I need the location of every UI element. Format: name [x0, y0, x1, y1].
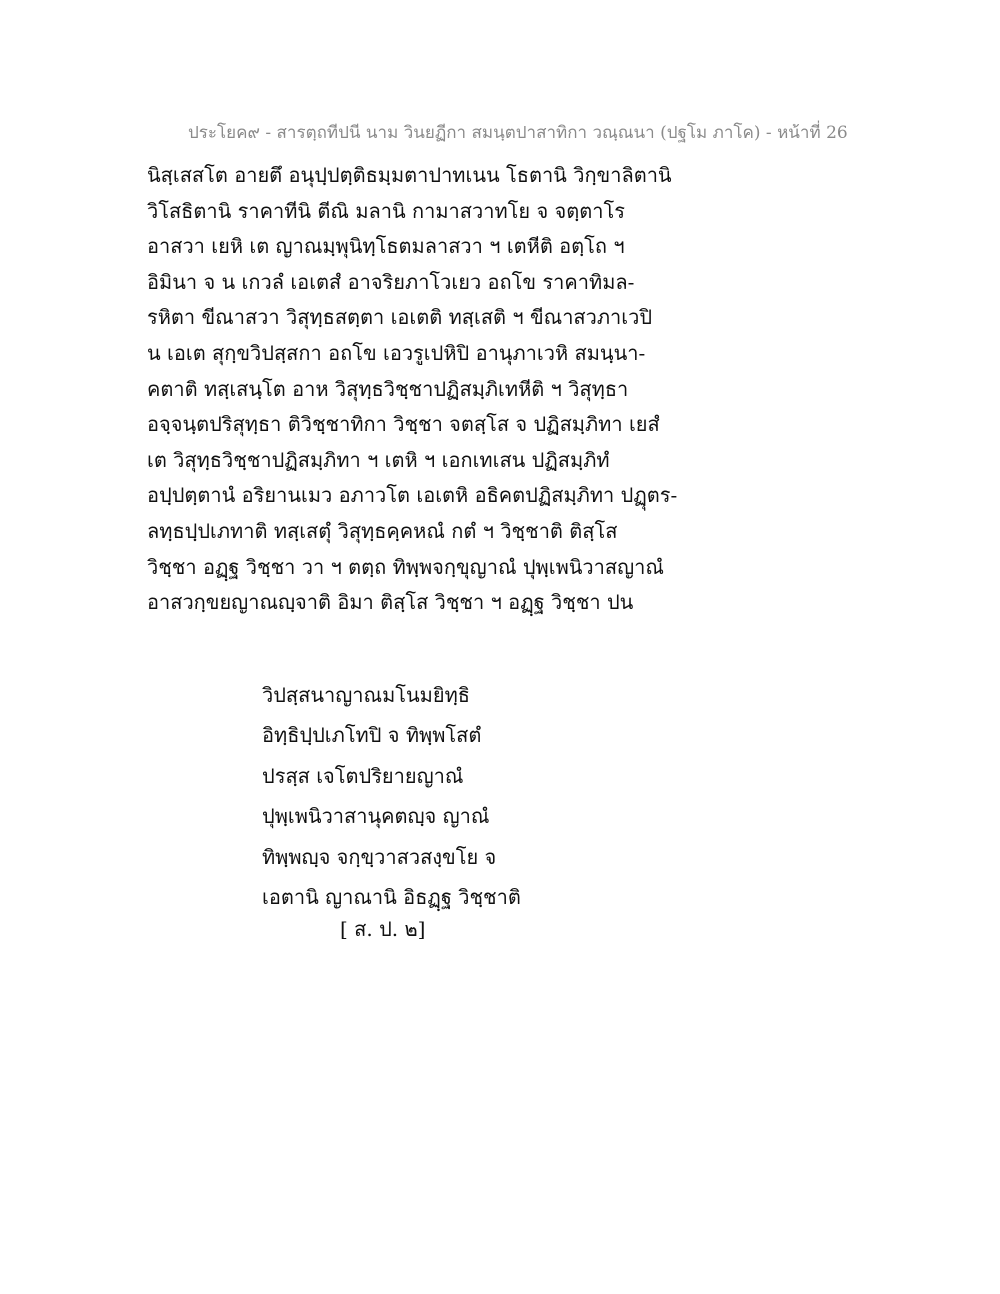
verse-line: ทิพฺพญฺจ จกฺขฺวาสวสงฺขโย จ — [262, 844, 497, 869]
body-line: วิชฺชา อฏฺฐ วิชฺชา วา ฯ ตตฺถ ทิพฺพจกฺขุญาณํ ปุพฺเพนิวาสญาณํ — [147, 554, 664, 579]
verse-line: อิทฺธิปฺปเภโทปิ จ ทิพฺพโสตํ — [262, 723, 482, 748]
body-line: อจฺจนฺตปริสุทฺธา ติวิชฺชาทิกา วิชฺชา จตสฺโส จ ปฏิสมฺภิทา เยสํ — [147, 412, 660, 437]
body-line: เต วิสุทฺธวิชฺชาปฏิสมฺภิทา ฯ เตหิ ฯ เอกเทเสน ปฏิสมฺภิทํ — [147, 447, 610, 472]
verse-citation: [ ส. ป. ๒] — [340, 917, 426, 941]
body-line: อาสวา เยหิ เต ญาณมฺพุนิทฺโธตมลาสวา ฯ เตหีติ อตฺโถ ฯ — [147, 234, 625, 259]
body-paragraph — [147, 158, 867, 621]
running-header: ประโยค๙ - สารตฺถทีปนี นาม วินยฏีกา สมนฺตปาสาทิกา วณฺณนา (ปฐโม ภาโค) - หน้าที่ 26 — [188, 123, 848, 143]
body-line: รหิตา ขีณาสวา วิสุทฺธสตฺตา เอเตติ ทสฺเสติ ฯ ขีณาสวภาเวปิ — [147, 305, 653, 330]
body-line: อปฺปตฺตานํ อริยานเมว อภาวโต เอเตหิ อธิคตปฏิสมฺภิทา ปฏุตร- — [147, 483, 678, 508]
body-line: ลทฺธปฺปเภทาติ ทสฺเสตุํ วิสุทฺธคฺคหณํ กตํ ฯ วิชฺชาติ ติสฺโส — [147, 518, 618, 543]
body-line: วิโสธิตานิ ราคาทีนิ ตีณิ มลานิ กามาสวาทโย จ จตฺตาโร — [147, 198, 625, 223]
verse-block — [262, 675, 762, 917]
verse-line: วิปสฺสนาญาณมโนมยิทฺธิ — [262, 683, 470, 707]
body-line: อิมินา จ น เกวลํ เอเตสํ อาจริยภาโวเยว อถโข ราคาทิมล- — [147, 269, 635, 294]
body-line: น เอเต สุกฺขวิปสฺสกา อถโข เอวรูเปหิปิ อานุภาเวหิ สมนฺนา- — [147, 340, 646, 365]
body-line: อาสวกฺขยญาณญฺจาติ อิมา ติสฺโส วิชฺชา ฯ อฏฺฐ วิชฺชา ปน — [147, 590, 634, 615]
verse-line: ปรสฺส เจโตปริยายญาณํ — [262, 763, 464, 788]
verse-line: เอตานิ ญาณานิ อิธฏฺฐ วิชฺชาติ — [262, 884, 521, 909]
body-line: คตาติ ทสฺเสนฺโต อาห วิสุทฺธวิชฺชาปฏิสมฺภิเทหีติ ฯ วิสุทฺธา — [147, 376, 629, 401]
body-line: นิสฺเสสโต อายตึ อนุปฺปตฺติธมฺมตาปาทเนน โธตานิ วิกฺขาลิตานิ — [147, 163, 672, 187]
verse-line: ปุพฺเพนิวาสานุคตญฺจ ญาณํ — [262, 804, 490, 829]
